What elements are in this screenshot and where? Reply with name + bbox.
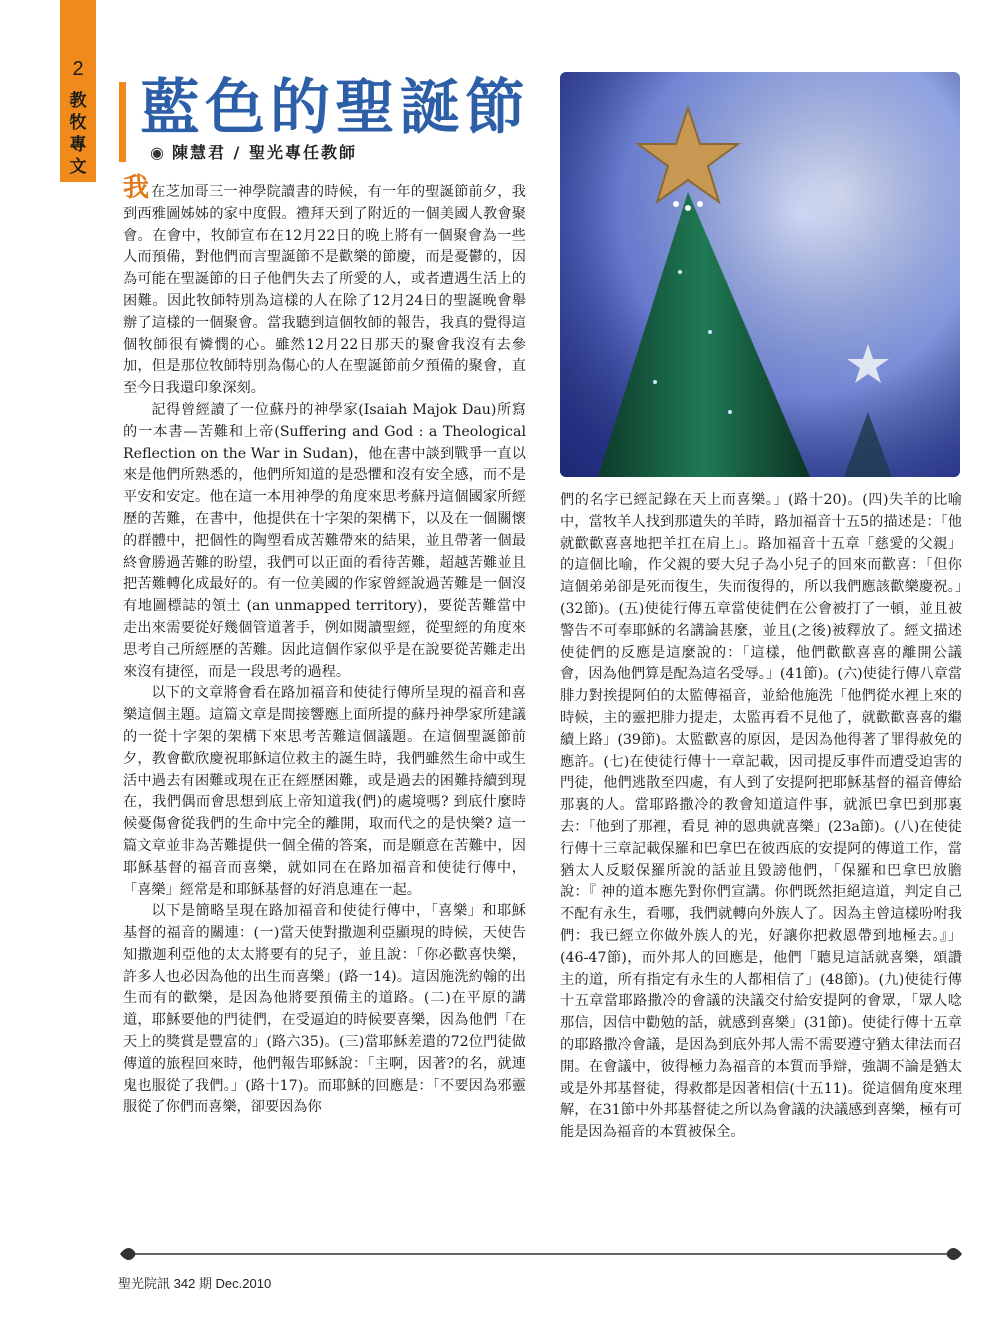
- article-title: 藍色的聖誕節: [140, 73, 530, 143]
- paragraph: 以下是簡略呈現在路加福音和使徒行傳中，「喜樂」和耶穌基督的福音的關連：(一)當天使對撒迦利亞顯現的時候，天使告知撒迦利亞他的太太將要有的兒子，並且說：「你必歡喜快樂，許多人也必因為他的出生而喜樂」(路一14)。這因施洗約翰的出生而有的歡樂，是因為他將要預備主的道路。(二)在平原的講道，耶穌要他的門徒們，在受逼迫的時候要喜樂，因為他們「在天上的獎賞是豐富的」(路六35)。(三)當耶穌差遣的72位門徒做傳道的旅程回來時，他們報告耶穌說：「主啊，因著?的名，就連鬼也服從了我們。」(路十17)。而耶穌的回應是：「不要因為邪靈服從了你們而喜樂，卻要因為你: [123, 903, 526, 1116]
- footer-ornament-rule: [118, 1244, 964, 1264]
- photo-illustration: [560, 72, 960, 477]
- section-char: 牧: [69, 113, 87, 133]
- section-tab: [60, 0, 96, 182]
- byline: [150, 140, 357, 163]
- section-char: 教: [69, 91, 87, 111]
- paragraph-text: 在芝加哥三一神學院讀書的時候，有一年的聖誕節前夕，我到西雅圖姊姊的家中度假。禮拜天到了附近的一個美國人教會聚會。在會中，牧師宣布在12月22日的晚上將有一個聚會為一些人而預備，對他們而言聖誕節不是歡樂的節慶，而是憂鬱的，因為可能在聖誕節的日子他們失去了所愛的人，或者遭遇生活上的困難。因此牧師特別為這樣的人在除了12月24日的聖誕晚會舉辦了這樣的一個聚會。當我聽到這個牧師的報告，我真的覺得這個牧師很有憐憫的心。雖然12月22日那天的聚會我沒有去參加，但是那位牧師特別為傷心的人在聖誕節前夕預備的聚會，直至今日我還印象深刻。: [123, 184, 526, 397]
- drop-cap: 我: [123, 173, 150, 203]
- paragraph: 記得曾經讀了一位蘇丹的神學家(Isaiah Majok Dau)所寫的一本書—苦難和上帝(Suffering and God : a Theological Reflection on the War in Sudan)，他在書中談到戰爭一直以來是他們所熟悉的，他們所知道的是恐懼和沒有安全感，而不是平安和安定。他在這一本用神學的角度來思考蘇丹這個國家所經歷的苦難，在書中，他提供在十字架的架構下，以及在一個關懷的群體中，把個性的陶塑看成苦難帶來的結果，並且帶著一個最終會勝過苦難的盼望，我們可以正面的看待苦難，超越苦難並且把苦難轉化成最好的。有一位美國的作家曾經說過苦難是一個沒有地圖標誌的領土 (an unmapped territory)，要從苦難當中走出來需要從好幾個管道著手，例如閱讀聖經，從聖經的角度來思考自己所經歷的苦難。因此這個作家似乎是在說要從苦難走出來沒有捷徑，而是一段思考的過程。: [123, 401, 526, 680]
- section-char: 文: [69, 157, 87, 177]
- title-accent-bar: [119, 82, 126, 162]
- footer-issue: 聖光院訊 342 期 Dec.2010: [118, 1276, 272, 1291]
- paragraph: [123, 173, 526, 400]
- byline-text: 陳慧君 / 聖光專任教師: [171, 143, 357, 162]
- bullet-icon: ◉: [150, 143, 166, 162]
- section-label: [60, 90, 96, 178]
- article-column-left: [123, 173, 526, 1119]
- article-column-right: [560, 490, 962, 1144]
- section-char: 專: [69, 135, 87, 155]
- page-number: 2: [72, 58, 84, 80]
- christmas-tree-photo: [560, 72, 960, 477]
- paragraph: 們的名字已經記錄在天上而喜樂。」(路十20)。(四)失羊的比喻中，當牧羊人找到那遺失的羊時，路加福音十五5的描述是：「他就歡歡喜喜地把羊扛在肩上」。路加福音十五章「慈愛的父親」的這個比喻，作父親的要大兒子為小兒子的回來而歡喜：「但你這個弟弟卻是死而復生，失而復得的，所以我們應該歡樂慶祝。」(32節)。(五)使徒行傳五章當使徒們在公會被打了一頓，並且被警告不可奉耶穌的名講論甚麼，並且(之後)被釋放了。經文描述使徒們的反應是這麼說的：「這樣，他們歡歡喜喜的離開公議會，因為他們算是配為這名受辱。」(41節)。(六)使徒行傳八章當腓力對挨提阿伯的太監傳福音，並給他施洗「他們從水裡上來的時候，主的靈把腓力提走，太監再看不見他了，就歡歡喜喜的繼續上路」(39節)。太監歡喜的原因，是因為他得著了罪得赦免的應許。(七)在使徒行傳十一章記載，因司提反事件而遭受迫害的門徒，他們逃散至四處，有人到了安提阿把耶穌基督的福音傳給那裏的人。當耶路撒冷的教會知道這件事，就派巴拿巴到那裏去：「他到了那裡，看見 神的恩典就喜樂」(23a節)。(八)在使徒行傳十三章記載保羅和巴拿巴在彼西底的安提阿的傳道工作，當猶太人反駁保羅所說的話並且毀謗他們，「保羅和巴拿巴放膽說：『 神的道本應先對你們宣講。你們既然拒絕這道，判定自己不配有永生，看哪，我們就轉向外族人了。因為主曾這樣吩咐我們：我已經立你做外族人的光，好讓你把救恩帶到地極去。』」(46-47節)，而外邦人的回應是，他們「聽見這話就喜樂，頌讚主的道，所有指定有永生的人都相信了」(48節)。(九)使徒行傳十五章當耶路撒冷的會議的決議交付給安提阿的會眾，「眾人唸那信，因信中勸勉的話，就感到喜樂」(31節)。使徒行傳十五章的耶路撒冷會議，是因為到底外邦人需不需要遵守猶太律法而召開。在會議中，彼得極力為福音的本質而爭辯，強調不論是猶太或是外邦基督徒，得救都是因著相信(十五11)。從這個角度來理解，在31節中外邦基督徒之所以為會議的決議感到喜樂，極有可能是因為福音的本質被保全。: [560, 492, 962, 1141]
- paragraph: 以下的文章將會看在路加福音和使徒行傳所呈現的福音和喜樂這個主題。這篇文章是間接響應上面所提的蘇丹神學家所建議的一從十字架的架構下來思考苦難這個議題。在這個聖誕節前夕，教會歡欣慶祝耶穌這位救主的誕生時，我們雖然生命中或生活中過去有困難或現在正在經歷困難，或是過去的困難持續到現在，我們偶而會思想到底上帝知道我(們)的處境嗎? 到底什麼時候憂傷會從我們的生命中完全的離開，取而代之的是快樂? 這一篇文章並非為苦難提供一個全備的答案，而是願意在苦難中，因耶穌基督的福音而喜樂，就如同在在路加福音和使徒行傳中，「喜樂」經常是和耶穌基督的好消息連在一起。: [123, 685, 526, 898]
